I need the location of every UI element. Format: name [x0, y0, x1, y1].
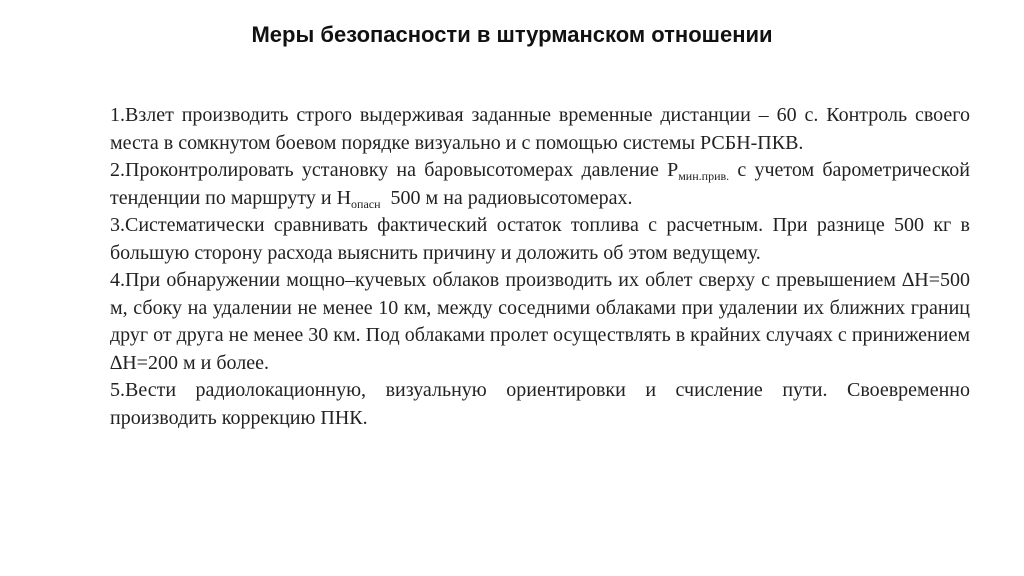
- measure-item-2: [110, 157, 990, 212]
- measure-item-2-text-b: с учетом барометрической тенденции по маршруту и Н: [110, 159, 990, 209]
- measure-item-1: 1.Взлет производить строго выдерживая заданные временные дистанции – 60 с. Контроль своего места в сомкнутом боевом порядке визуально и с помощью системы РСБН-ПКВ.: [110, 104, 970, 154]
- safety-measures-list: [110, 102, 990, 432]
- measure-item-2-text-a: 2.Проконтролировать установку на баровысотомерах давление Р: [110, 159, 679, 181]
- pressure-subscript: мин.прив.: [678, 169, 730, 183]
- measure-item-4: 4.При обнаружении мощно–кучевых облаков производить их облет сверху с превышением ∆Н=500 м, сбоку на удалении не менее 10 км, между соседними облаками при удалении их ближних границ друг от друга не менее 30 км. Под облаками пролет осуществлять в крайних случаях с принижением ∆Н=200 м и более.: [110, 269, 970, 374]
- slide-title: Меры безопасности в штурманском отношении: [251, 22, 773, 47]
- altitude-subscript: опасн: [351, 196, 381, 211]
- measure-item-3: 3.Систематически сравнивать фактический остаток топлива с расчетным. При разнице 500 кг в большую сторону расхода выяснить причину и доложить об этом ведущему.: [110, 214, 970, 264]
- measure-item-5: 5.Вести радиолокационную, визуальную ориентировки и счисление пути. Своевременно производить коррекцию ПНК.: [110, 379, 970, 429]
- measure-item-2-text-c: 500 м на радиовысотомерах.: [380, 186, 633, 209]
